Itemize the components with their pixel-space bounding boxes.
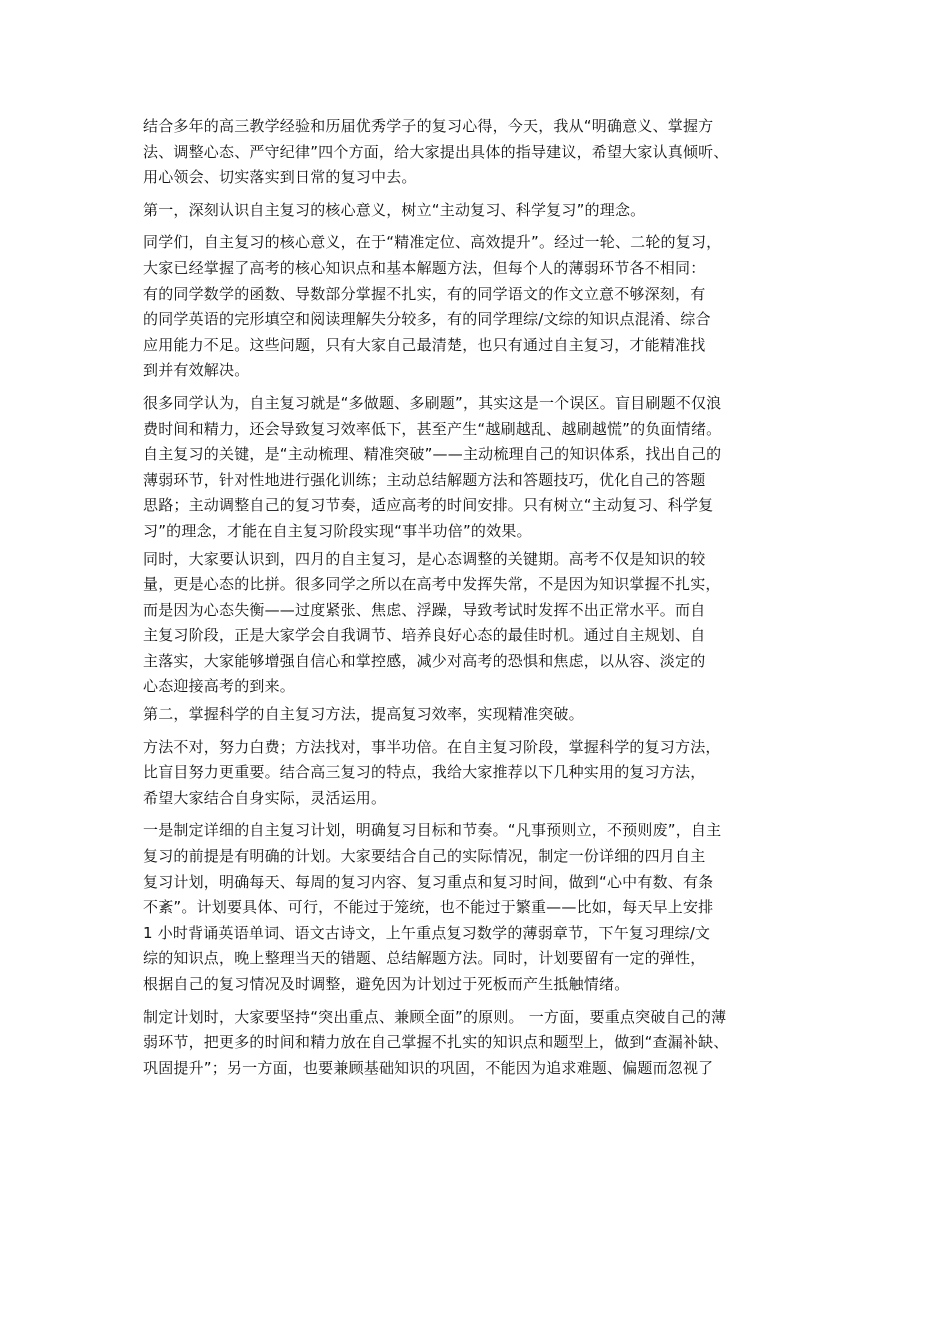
text-line: 弱环节，把更多的时间和精力放在自己掌握不扎实的知识点和题型上，做到“查漏补缺、: [143, 1033, 729, 1052]
heading-line: 第一，深刻认识自主复习的核心意义，树立“主动复习、科学复习”的理念。: [143, 200, 646, 219]
text-line: 根据自己的复习情况及时调整，避免因为计划过于死板而产生抵触情绪。: [143, 975, 630, 993]
text-line: 结合多年的高三教学经验和历届优秀学子的复习心得，今天，我从“明确意义、掌握方: [143, 117, 714, 135]
intro-paragraph: [143, 114, 815, 191]
text-line: 方法不对，努力白费；方法找对，事半功倍。在自主复习阶段，掌握科学的复习方法，: [143, 737, 721, 756]
text-line: 心态迎接高考的到来。: [143, 677, 296, 696]
text-line: 薄弱环节，针对性地进行强化训练；主动总结解题方法和答题技巧，优化自己的答题: [143, 470, 706, 489]
text-line: 的同学英语的完形填空和阅读理解失分较多，有的同学理综/文综的知识点混淆、综合: [143, 310, 711, 329]
text-line: 应用能力不足。这些问题，只有大家自己最清楚，也只有通过自主复习，才能精准找: [143, 335, 706, 354]
text-line: 法、调整心态、严守纪律”四个方面，给大家提出具体的指导建议，希望大家认真倾听、: [143, 142, 729, 161]
body-paragraph: [143, 1005, 815, 1082]
text-line: 1 小时背诵英语单词、语文古诗文，上午重点复习数学的薄弱章节，下午复习理综/文: [143, 923, 711, 942]
text-line: 复习的前提是有明确的计划。大家要结合自己的实际情况，制定一份详细的四月自主: [143, 847, 706, 866]
text-line: 同时，大家要认识到，四月的自主复习，是心态调整的关键期。高考不仅是知识的较: [143, 549, 706, 568]
text-line: 主复习阶段，正是大家学会自我调节、培养良好心态的最佳时机。通过自主规划、自: [143, 626, 706, 645]
text-line: 到并有效解决。: [143, 361, 250, 380]
section-heading-1: [143, 198, 815, 224]
text-line: 思路；主动调整自己的复习节奏，适应高考的时间安排。只有树立“主动复习、科学复: [143, 496, 714, 515]
text-line: 不紊”。计划要具体、可行，不能过于笼统，也不能过于繁重——比如，每天早上安排: [143, 898, 714, 917]
text-line: 制定计划时，大家要坚持“突出重点、兼顾全面”的原则。 一方面，要重点突破自己的薄: [143, 1007, 727, 1026]
text-line: 同学们，自主复习的核心意义，在于“精准定位、高效提升”。经过一轮、二轮的复习，: [143, 233, 722, 252]
text-line: 自主复习的关键，是“主动梳理、精准突破”——主动梳理自己的知识体系，找出自己的: [143, 445, 722, 464]
text-line: 综的知识点，晚上整理当天的错题、总结解题方法。同时，计划要留有一定的弹性，: [143, 949, 706, 968]
text-line: 复习计划，明确每天、每周的复习内容、复习重点和复习时间，做到“心中有数、有条: [143, 872, 714, 891]
body-paragraph: [143, 391, 815, 545]
body-paragraph: [143, 547, 815, 701]
text-line: 大家已经掌握了高考的核心知识点和基本解题方法，但每个人的薄弱环节各不相同：: [143, 258, 706, 277]
text-line: 希望大家结合自身实际，灵活运用。: [143, 788, 387, 807]
body-paragraph: [143, 735, 815, 812]
text-line: 一是制定详细的自主复习计划，明确复习目标和节奏。“凡事预则立，不预则废”，自主: [143, 821, 722, 840]
document-body: [143, 114, 815, 1081]
text-line: 有的同学数学的函数、导数部分掌握不扎实，有的同学语文的作文立意不够深刻，有: [143, 284, 706, 303]
text-line: 主落实，大家能够增强自信心和掌控感，减少对高考的恐惧和焦虑，以从容、淡定的: [143, 651, 706, 670]
section-heading-2: [143, 702, 815, 728]
heading-line: 第二，掌握科学的自主复习方法，提高复习效率，实现精准突破。: [143, 705, 584, 724]
text-line: 而是因为心态失衡——过度紧张、焦虑、浮躁，导致考试时发挥不出正常水平。而自: [143, 600, 706, 619]
text-line: 很多同学认为，自主复习就是“多做题、多刷题”，其实这是一个误区。盲目刷题不仅浪: [143, 393, 722, 412]
text-line: 量，更是心态的比拼。很多同学之所以在高考中发挥失常，不是因为知识掌握不扎实，: [143, 575, 721, 594]
text-line: 习”的理念，才能在自主复习阶段实现“事半功倍”的效果。: [143, 521, 532, 540]
text-line: 费时间和精力，还会导致复习效率低下，甚至产生“越刷越乱、越刷越慌”的负面情绪。: [143, 419, 722, 438]
body-paragraph: [143, 818, 815, 997]
text-line: 比盲目努力更重要。结合高三复习的特点，我给大家推荐以下几种实用的复习方法，: [143, 763, 706, 782]
text-line: 用心领会、切实落实到日常的复习中去。: [143, 168, 417, 187]
text-line: 巩固提升”；另一方面，也要兼顾基础知识的巩固，不能因为追求难题、偏题而忽视了: [143, 1058, 714, 1077]
body-paragraph: [143, 230, 815, 384]
